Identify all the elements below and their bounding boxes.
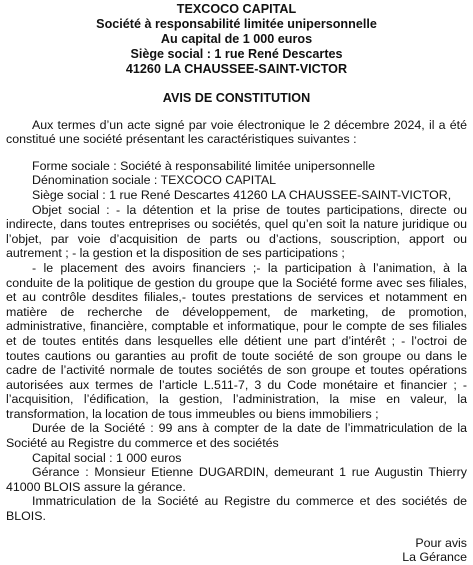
intro-paragraph: Aux termes d’un acte signé par voie électronique le 2 décembre 2024, il a été constitué une société présentant les caractéristiques suivantes : (6, 117, 467, 147)
company-city: 41260 LA CHAUSSEE-SAINT-VICTOR (125, 62, 348, 76)
duree-paragraph: Durée de la Société : 99 ans à compter de la date de l’immatriculation de la Société au Registre du commerce et des sociétés (6, 421, 467, 451)
gerance-paragraph: Gérance : Monsieur Etienne DUGARDIN, demeurant 1 rue Augustin Thierry 41000 BLOIS assure la gérance. (6, 465, 467, 494)
company-name: TEXCOCO CAPITAL (176, 2, 297, 16)
spacer (6, 147, 467, 159)
capital-paragraph: Capital social : 1 000 euros (32, 450, 182, 465)
notice-header (6, 2, 467, 77)
company-capital: Au capital de 1 000 euros (160, 32, 313, 46)
field-siege: Siège social : 1 rue René Descartes 41260 LA CHAUSSEE-SAINT-VICTOR, (32, 187, 452, 202)
company-form: Société à responsabilité limitée unipersonnelle (96, 17, 377, 31)
field-denomination: Dénomination sociale : TEXCOCO CAPITAL (32, 173, 277, 188)
objet-paragraph-2: - le placement des avoirs financiers ;- la participation à l’animation, à la conduite de la politique de gestion du groupe que la Société forme avec ses filiales, et au contrôle desdites filiales,- toutes prestations de services et notamment en matière de recherche de développement, de marketing, de promotion, administrative, financière, comptable et informatique, pour le compte de ses filiales et de toutes entités dans lesquelles elle détient une part d’intérêt ; - l’octroi de toutes cautions ou garanties au profit de toute société de son groupe ou dans le cadre de l’activité normale de toutes sociétés de son groupe et toutes opérations autorisées aux termes de l’article L.511-7, 3 du Code monétaire et financier ; - l’acquisition, l’édification, la gestion, l’administration, la mise en valeur, la transformation, la location de tous immeubles ou biens immobiliers ; (6, 260, 467, 421)
company-siege: Siège social : 1 rue René Descartes (130, 47, 343, 61)
signature (6, 536, 467, 565)
immatriculation-paragraph: Immatriculation de la Société au Registre du commerce et des sociétés de BLOIS. (6, 494, 467, 524)
field-forme: Forme sociale : Société à responsabilité limitée unipersonnelle (32, 158, 375, 173)
signature-line-2: La Gérance (402, 550, 467, 565)
objet-paragraph-1: Objet social : - la détention et la prise de toutes participations, directe ou indirecte, dans toutes entreprises ou sociétés, quel qu’en soit la nature juridique ou l’objet, par voie d’acquisition de parts ou d’actions, souscription, apport ou autrement ; - la gestion et la disposition de ses participations ; (6, 202, 467, 261)
signature-line-1: Pour avis (415, 535, 467, 550)
notice-title: AVIS DE CONSTITUTION (162, 91, 311, 105)
